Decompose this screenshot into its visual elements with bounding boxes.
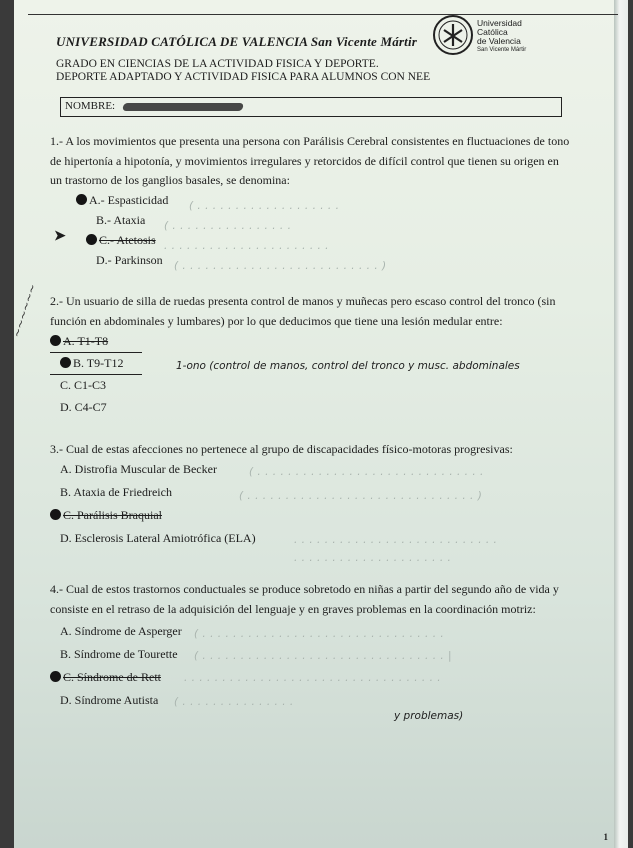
option-label: D. Síndrome Autista (60, 693, 159, 707)
course-line: DEPORTE ADAPTADO Y ACTIVIDAD FISICA PARA ALUMNOS CON NEE (56, 71, 431, 83)
option-label: B.- Ataxia (96, 213, 146, 227)
logo-text (477, 19, 526, 55)
filled-bubble-icon (50, 335, 61, 346)
option-a (50, 334, 108, 349)
question-text: consiste en el retraso de la adquisición del lenguaje y en graves problemas en la coordinación motriz: (50, 601, 536, 616)
option-label: D.- Parkinson (96, 253, 163, 267)
question-text: de hipertonía a hipotonía, y movimientos irregulares y retorcidos de difícil control que tienen su origen en (50, 153, 559, 168)
faint-handwriting: ( . . . . . . . . . . . . . . . . . . . . . . . . . . ) (174, 260, 387, 272)
name-label: NOMBRE: (65, 100, 116, 112)
question-text: 3.- Cual de estas afecciones no pertenece al grupo de discapacidades físico-motoras progresivas: (50, 442, 513, 456)
faint-handwriting: ( . . . . . . . . . . . . . . . . . . . . . . . . . . . . . . . . | (194, 650, 453, 662)
handwritten-answer: y problemas) (394, 710, 464, 722)
faint-handwriting: . . . . . . . . . . . . . . . . . . . . . . . . . . . (294, 534, 498, 546)
logo-line: de Valencia (477, 36, 521, 46)
university-seal-icon (432, 14, 474, 56)
faint-handwriting: . . . . . . . . . . . . . . . . . . . . . (294, 552, 452, 564)
option-b (60, 647, 178, 662)
option-c (50, 670, 161, 685)
option-b (60, 356, 123, 371)
faint-handwriting: . . . . . . . . . . . . . . . . . . . . . . . . . . . . . . . . . . (184, 672, 442, 684)
option-label: C.- Atetosis (99, 233, 156, 247)
page-number: 1 (603, 832, 608, 842)
logo-line: Universidad (477, 18, 522, 28)
underline-mark (50, 374, 142, 375)
faint-handwriting: ( . . . . . . . . . . . . . . . . . . . . . . . . . . . . . . ) (239, 490, 483, 502)
option-label: B. Ataxia de Friedreich (60, 485, 172, 499)
option-label: B. T9-T12 (73, 356, 124, 370)
filled-bubble-icon (60, 357, 71, 368)
faint-handwriting: ( . . . . . . . . . . . . . . . . (164, 220, 292, 232)
logo-line: Católica (477, 27, 508, 37)
question-text: función en abdominales y lumbares) por lo que deducimos que tiene una lesión medular entre: (50, 313, 503, 328)
filled-bubble-icon (86, 234, 97, 245)
course-title (56, 58, 430, 84)
option-label: D. C4-C7 (60, 400, 107, 414)
faint-handwriting: ( . . . . . . . . . . . . . . . . . . . . . . . . . . . . . . (249, 466, 484, 478)
question-text: 4.- Cual de estos trastornos conductuales se produce sobretodo en niñas a partir del segundo año de vida y (50, 582, 559, 596)
arrow-mark-icon: ➤ (54, 229, 66, 244)
faint-handwriting: . . . . . . . . . . . . . . . . . . . . . . (164, 240, 330, 252)
logo-line: San Vicente Mártir (477, 47, 527, 53)
course-line: GRADO EN CIENCIAS DE LA ACTIVIDAD FISICA Y DEPORTE. (56, 58, 379, 70)
option-b (60, 485, 172, 500)
question-4 (50, 580, 605, 619)
faint-handwriting: ( . . . . . . . . . . . . . . . . . . . . . . . . . . . . . . . . (194, 628, 445, 640)
option-label: B. Síndrome de Tourette (60, 647, 178, 661)
filled-bubble-icon (76, 194, 87, 205)
handwritten-answer: 1-ono (control de manos, control del tronco y musc. abdominales (176, 360, 520, 372)
question-text: un trastorno de los ganglios basales, se denomina: (50, 173, 290, 187)
option-label: A. Distrofia Muscular de Becker (60, 462, 217, 476)
university-name: UNIVERSIDAD CATÓLICA DE VALENCIA San Vicente Mártir (56, 34, 418, 49)
paper-edge (614, 0, 628, 848)
question-text: 2.- Un usuario de silla de ruedas presenta control de manos y muñecas pero escaso control del tronco (sin (50, 294, 556, 308)
option-d (60, 400, 107, 415)
option-a (60, 624, 182, 639)
name-field (60, 97, 562, 117)
option-d (96, 253, 163, 268)
faint-handwriting: ( . . . . . . . . . . . . . . . . . . . (189, 200, 340, 212)
option-d (60, 693, 158, 708)
question-text: 1.- A los movimientos que presenta una persona con Parálisis Cerebral consistentes en fluctuaciones de tono (50, 134, 570, 148)
option-label: A.- Espasticidad (89, 193, 169, 207)
faint-handwriting: ( . . . . . . . . . . . . . . . (174, 696, 294, 708)
filled-bubble-icon (50, 671, 61, 682)
option-a (76, 193, 168, 208)
option-label: A. T1-T8 (63, 334, 109, 348)
option-label: C. C1-C3 (60, 378, 107, 392)
filled-bubble-icon (50, 509, 61, 520)
question-3 (50, 440, 605, 460)
margin-note-scribble: ~~~~~~ (10, 282, 40, 340)
question-2 (50, 292, 605, 331)
option-label: C. Parálisis Braquial (63, 508, 162, 522)
underline-mark (50, 352, 142, 353)
option-c (86, 233, 156, 248)
option-c (60, 378, 106, 393)
header-rule (28, 14, 618, 15)
option-label: C. Síndrome de Rett (63, 670, 161, 684)
exam-page (10, 0, 614, 848)
question-1 (50, 132, 605, 191)
option-d (60, 531, 256, 546)
option-b (96, 213, 145, 228)
option-a (60, 462, 217, 477)
option-label: A. Síndrome de Asperger (60, 624, 182, 638)
option-label: D. Esclerosis Lateral Amiotrófica (ELA) (60, 531, 256, 545)
option-c (50, 508, 162, 523)
redacted-name (122, 103, 244, 111)
